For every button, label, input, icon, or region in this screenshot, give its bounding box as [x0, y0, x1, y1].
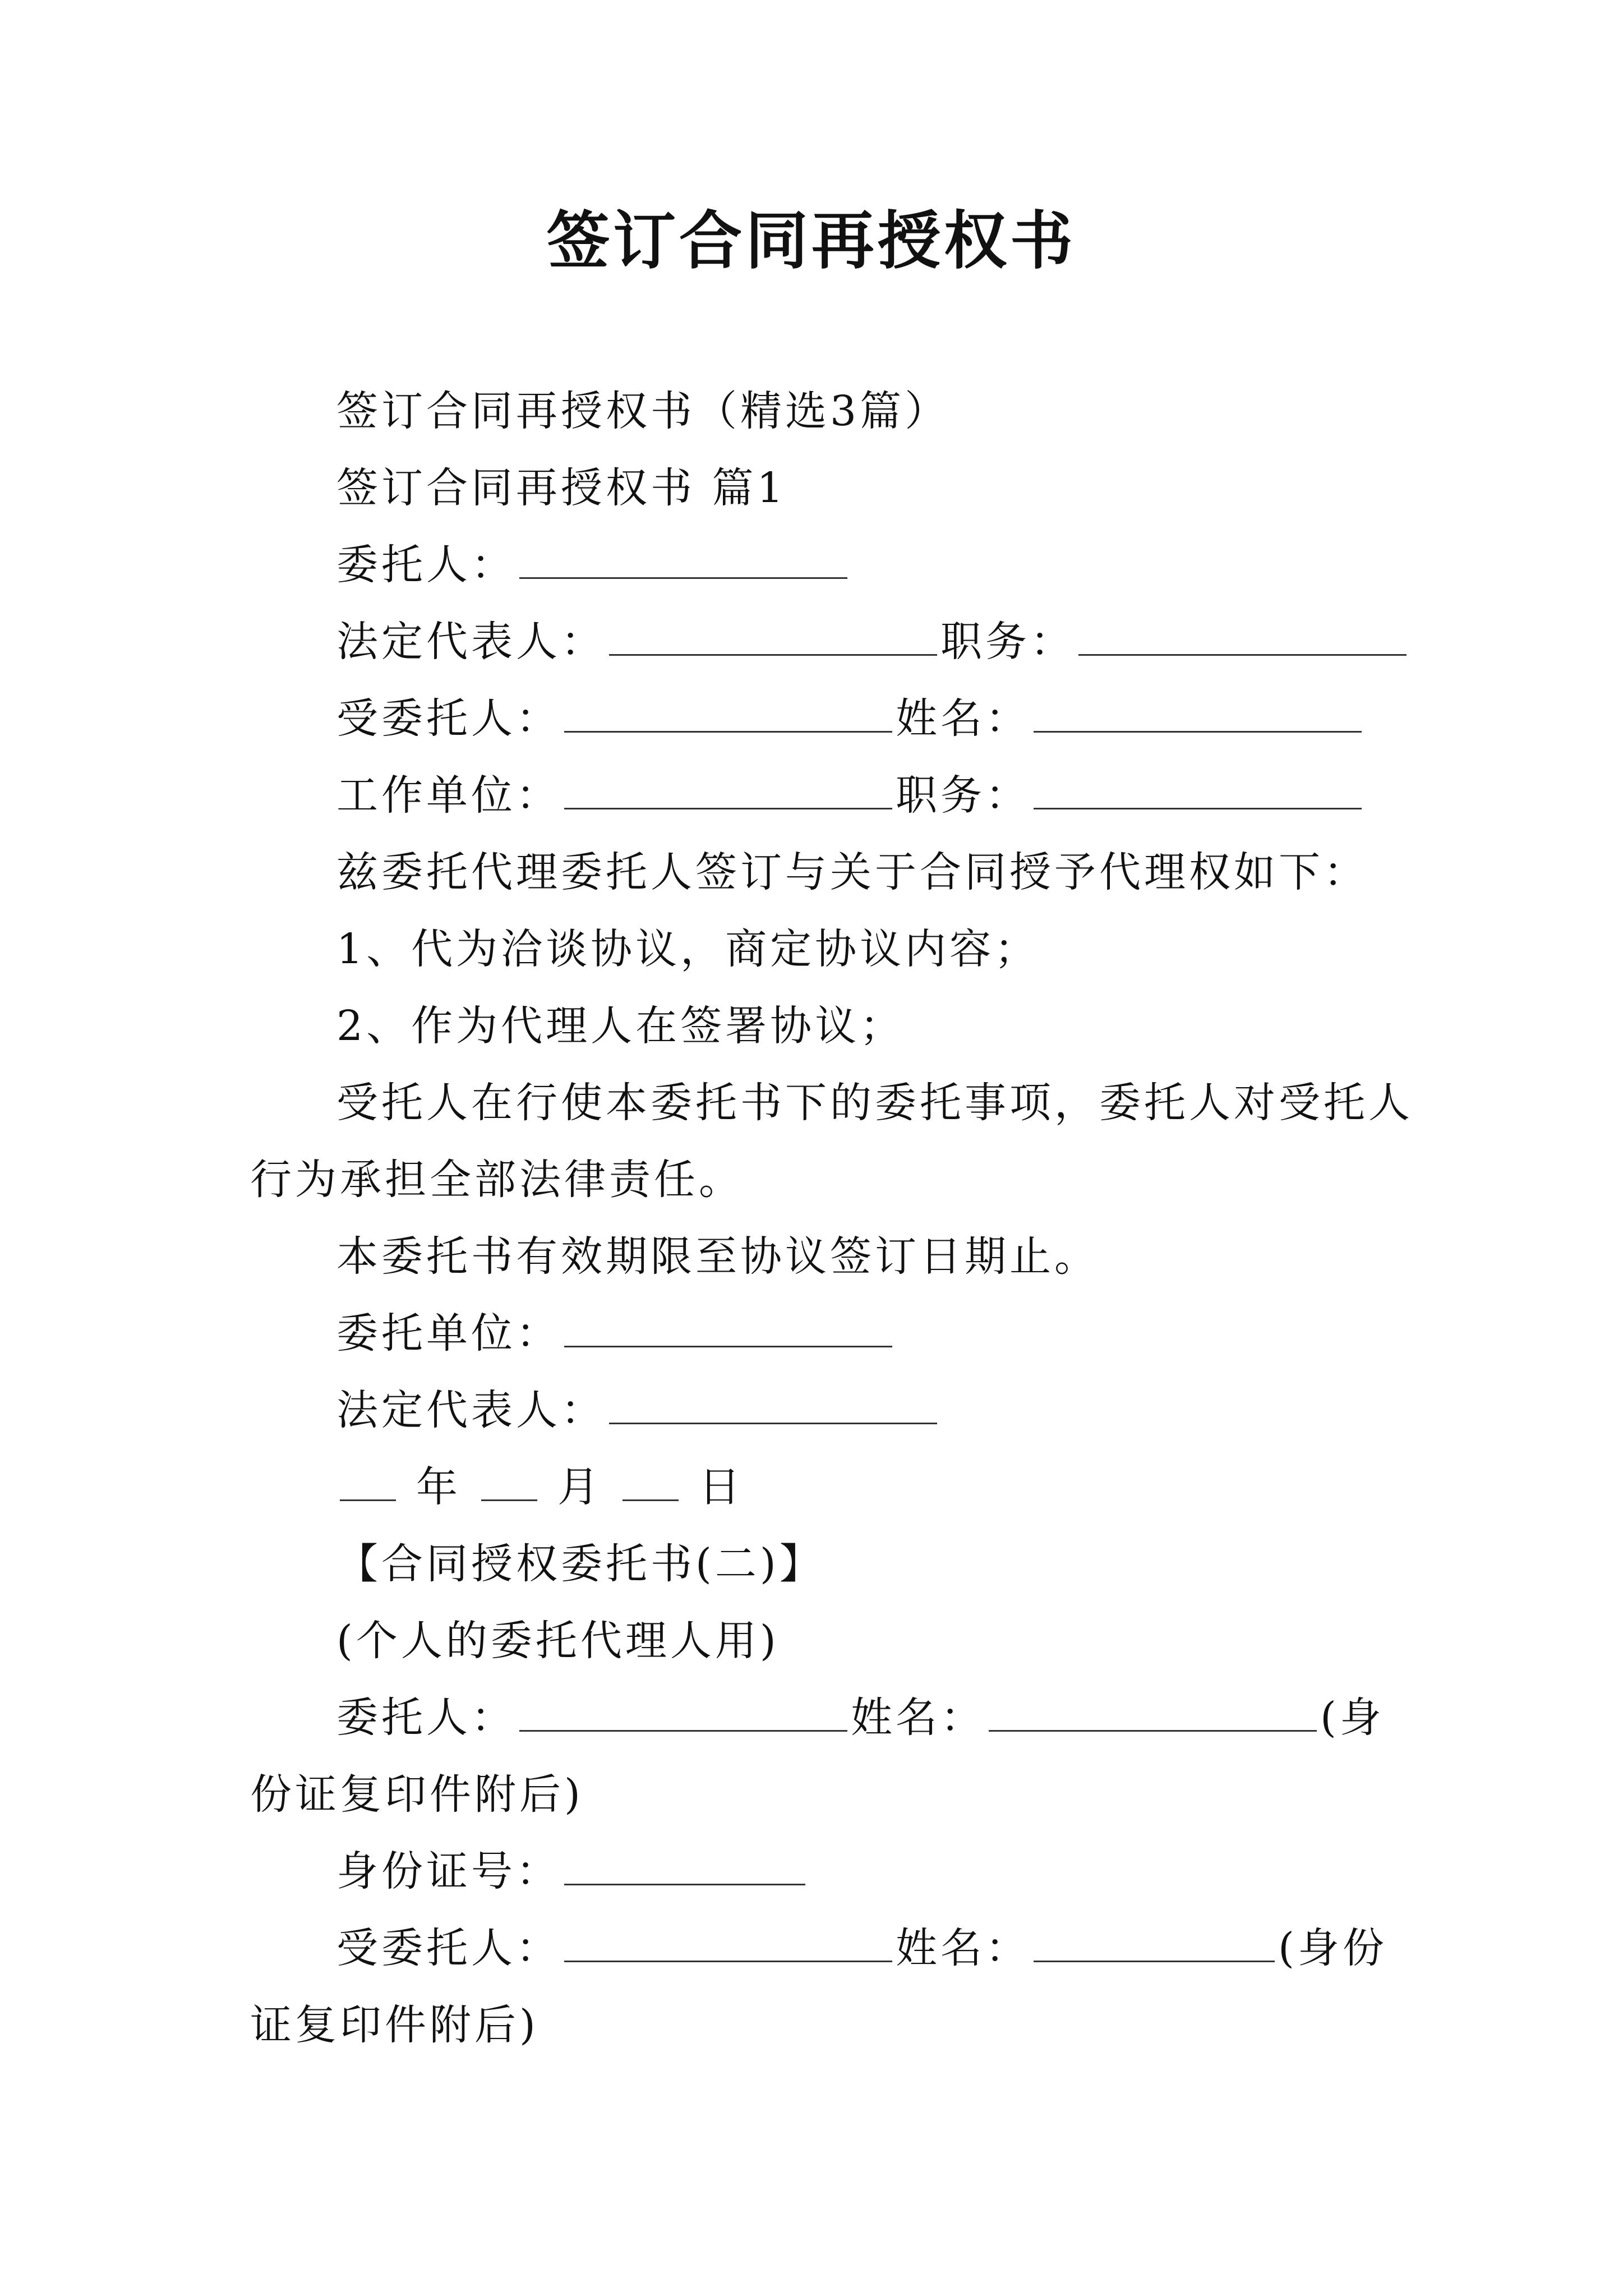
validity-line: 本委托书有效期限至协议签订日期止。	[336, 1232, 1099, 1281]
legal-rep-label-2: 法定代表人：	[336, 1386, 606, 1434]
item-2: 2、作为代理人在签署协议；	[336, 1002, 905, 1050]
agent-name-blank-2	[1034, 1921, 1275, 1962]
day-label: 日	[699, 1463, 744, 1511]
position-label: 职务：	[940, 618, 1075, 666]
id-note-continued: 份证复印件附后)	[250, 1770, 584, 1819]
id-number-blank	[564, 1844, 805, 1885]
month-label: 月	[557, 1463, 602, 1511]
section-heading-2: 【合同授权委托书(二)】	[336, 1540, 824, 1588]
principal-label: 委托人：	[336, 541, 516, 589]
entrusting-unit-label: 委托单位：	[336, 1309, 561, 1358]
id-note-continued-2: 证复印件附后)	[250, 2001, 539, 2049]
name-label-2: 姓名：	[851, 1694, 985, 1742]
agent-label: 受委托人：	[336, 694, 561, 743]
principal-line-2	[0, 1680, 1623, 1756]
section-heading-1: 签订合同再授权书 篇1	[336, 464, 787, 512]
month-blank	[481, 1460, 537, 1501]
legal-rep-label: 法定代表人：	[336, 618, 606, 666]
workplace-label: 工作单位：	[336, 771, 561, 820]
position-blank	[1078, 615, 1407, 656]
section-note: (个人的委托代理人用)	[336, 1617, 780, 1665]
position-blank-2	[1034, 769, 1362, 809]
name-blank-2	[989, 1691, 1317, 1732]
id-note-start-2: (身份	[1278, 1924, 1387, 1972]
entrusting-unit-blank	[564, 1306, 892, 1347]
year-label: 年	[416, 1463, 461, 1511]
principal-line	[0, 527, 1623, 604]
agent-name-label-2: 姓名：	[896, 1924, 1030, 1972]
document-title: 签订合同再授权书	[547, 204, 1076, 278]
legal-rep-line	[0, 604, 1623, 680]
agent-line	[0, 680, 1623, 757]
agent-name-label: 姓名：	[896, 694, 1030, 743]
agent-blank-2	[564, 1921, 892, 1962]
id-number-line	[0, 1833, 1623, 1910]
entrusting-unit-line	[0, 1295, 1623, 1372]
legal-rep-blank-2	[609, 1383, 937, 1424]
id-number-label: 身份证号：	[336, 1847, 561, 1895]
id-note-start: (身	[1320, 1694, 1385, 1742]
workplace-blank	[564, 769, 892, 809]
day-blank	[623, 1460, 679, 1501]
liability-line-b: 行为承担全部法律责任。	[250, 1156, 744, 1204]
subtitle-line: 签订合同再授权书（精选3篇）	[336, 387, 950, 435]
date-line	[0, 1449, 1623, 1526]
year-blank	[340, 1460, 396, 1501]
agent-blank	[564, 692, 892, 733]
agent-label-2: 受委托人：	[336, 1924, 561, 1972]
principal-blank	[519, 538, 847, 579]
workplace-line	[0, 757, 1623, 834]
legal-rep-blank	[609, 615, 937, 656]
principal-label-2: 委托人：	[336, 1694, 516, 1742]
legal-rep-line-2	[0, 1372, 1623, 1449]
authorization-statement: 兹委托代理委托人签订与关于合同授予代理权如下：	[336, 848, 1368, 896]
agent-name-blank	[1034, 692, 1362, 733]
document-body	[0, 373, 1623, 2064]
agent-line-2	[0, 1910, 1623, 1987]
item-1: 1、代为洽谈协议，商定协议内容；	[336, 925, 1040, 973]
position-label-2: 职务：	[896, 771, 1030, 820]
principal-blank-2	[519, 1691, 847, 1732]
liability-line-a: 受托人在行使本委托书下的委托事项，委托人对受托人	[336, 1079, 1413, 1127]
